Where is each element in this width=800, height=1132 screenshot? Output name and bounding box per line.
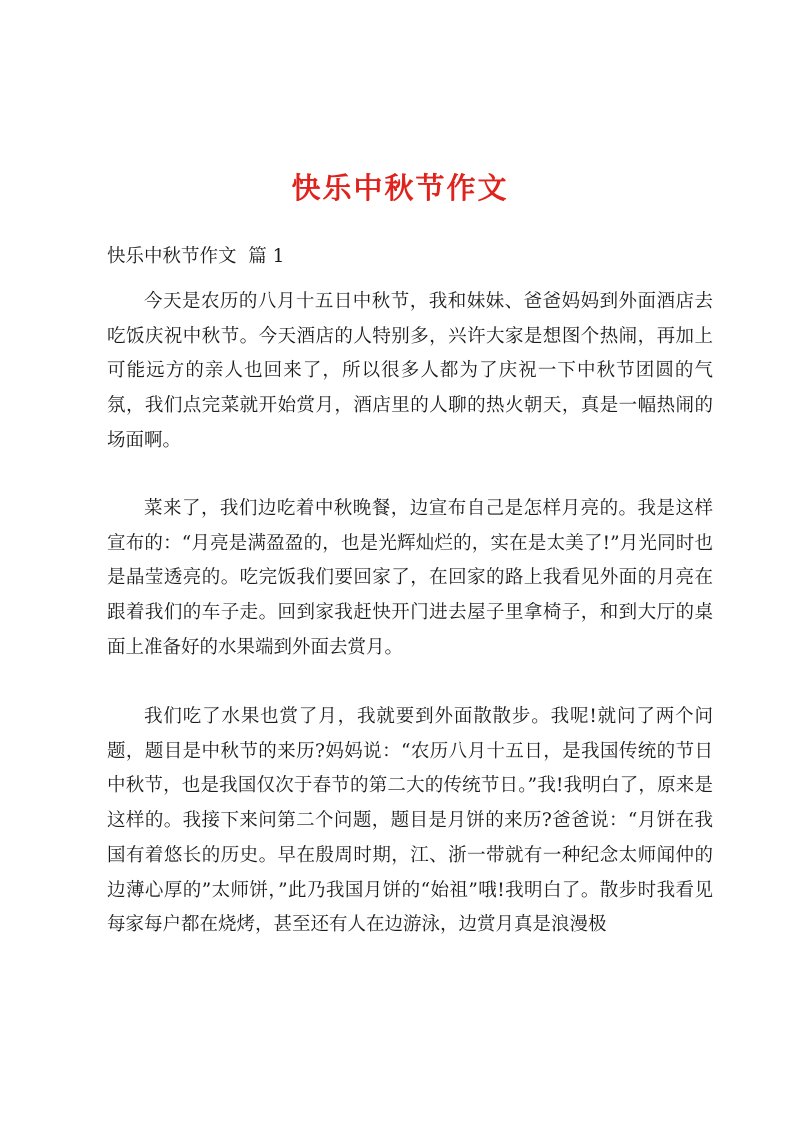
paragraph-1: 今天是农历的八月十五日中秋节，我和妹妹、爸爸妈妈到外面酒店去吃饭庆祝中秋节。今天酒店的人特别多，兴许大家是想图个热闹，再加上可能远方的亲人也回来了，所以很多人都为了庆祝一下中秋节团圆的气氛，我们点完菜就开始赏月，酒店里的人聊的热火朝天，真是一幅热闹的场面啊。 [107, 291, 713, 451]
paragraph-2-container [107, 492, 713, 666]
document-title: 快乐中秋节作文 [291, 171, 509, 205]
paragraph-3: 我们吃了水果也赏了月，我就要到外面散散步。我呢!就问了两个问题，题目是中秋节的来历?妈妈说：“农历八月十五日，是我国传统的节日中秋节，也是我国仅次于春节的第二大的传统节日。”我!我明白了，原来是这样的。我接下来问第二个问题，题目是月饼的来历?爸爸说：“月饼在我国有着悠长的历史。早在殷周时期，江、浙一带就有一种纪念太师闻仲的边薄心厚的”太师饼，”此乃我国月饼的“始祖”哦!我明白了。散步时我看见每家每户都在烧烤，甚至还有人在边游泳，边赏月真是浪漫极 [107, 706, 713, 936]
section-heading: 快乐中秋节作文 篇 1 [107, 246, 285, 267]
paragraph-2: 菜来了，我们边吃着中秋晚餐，边宣布自己是怎样月亮的。我是这样宣布的：“月亮是满盈盈的，也是光辉灿烂的，实在是太美了!”月光同时也是晶莹透亮的。吃完饭我们要回家了，在回家的路上我看见外面的月亮在跟着我们的车子走。回到家我赶快开门进去屋子里拿椅子，和到大厅的桌面上准备好的水果端到外面去赏月。 [107, 498, 713, 658]
paragraph-1-container [107, 285, 713, 459]
paragraph-3-container [107, 700, 713, 943]
